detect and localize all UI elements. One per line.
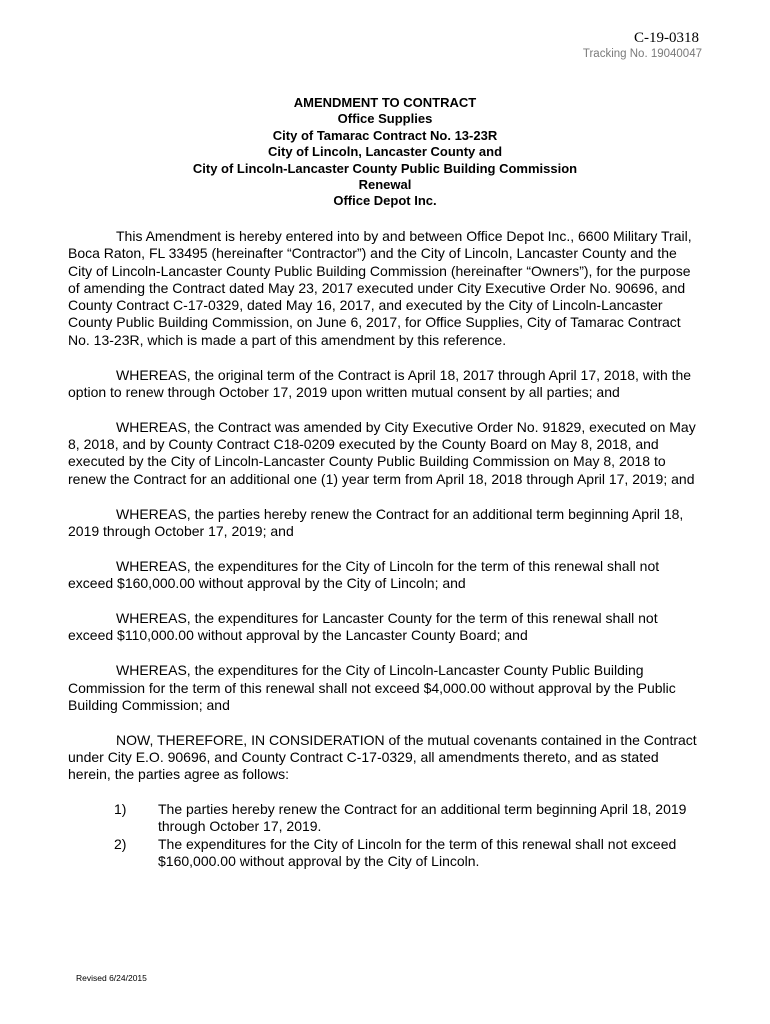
list-item-number: 1): [114, 801, 127, 818]
whereas-paragraph: WHEREAS, the expenditures for the City of Lincoln for the term of this renewal shall not exceed $160,000.00 without approval by the City of Lincoln; and: [68, 557, 660, 592]
title-line: Office Depot Inc.: [333, 193, 437, 209]
title-line: Office Supplies: [337, 111, 433, 127]
whereas-paragraph: WHEREAS, the expenditures for Lancaster County for the term of this renewal shall not exceed $110,000.00 without approval by the Lancaster County Board; and: [68, 610, 658, 644]
list-item-text: The expenditures for the City of Lincoln for the term of this renewal shall not exceed $160,000.00 without approval by the City of Lincoln.: [158, 835, 677, 870]
tracking-number: Tracking No. 19040047: [582, 48, 702, 60]
now-therefore-paragraph: NOW, THEREFORE, IN CONSIDERATION of the mutual covenants contained in the Contract under City E.O. 90696, and County Contract C-17-0329, all amendments thereto, and as stated herein, the parties agree as follows:: [68, 731, 697, 783]
whereas-paragraph: WHEREAS, the expenditures for the City of Lincoln-Lancaster County Public Building Commission for the term of this renewal shall not exceed $4,000.00 without approval by the Public Building Commission; and: [68, 662, 676, 713]
title-line: AMENDMENT TO CONTRACT: [293, 95, 477, 110]
whereas-paragraph: WHEREAS, the original term of the Contract is April 18, 2017 through April 17, 2018, with the option to renew through October 17, 2019 upon written mutual consent by all parties; and: [68, 366, 692, 400]
list-item: [68, 836, 704, 871]
title-line: City of Lincoln-Lancaster County Public Building Commission: [192, 160, 578, 176]
list-item: [68, 801, 704, 836]
revised-date: Revised 6/24/2015: [76, 973, 147, 983]
title-line: Renewal: [358, 177, 412, 193]
whereas-paragraph: WHEREAS, the Contract was amended by City Executive Order No. 91829, executed on May 8, 2018, and by County Contract C18-0209 executed by the County Board on May 8, 2018, and executed by the City of Lincoln-Lancaster County Public Building Commission on May 8, 2018 to renew the Contract for an additional one (1) year term from April 18, 2018 through April 17, 2019; and: [68, 418, 696, 487]
title-line: City of Tamarac Contract No. 13-23R: [272, 127, 498, 143]
document-body: [68, 228, 704, 870]
whereas-paragraph: WHEREAS, the parties hereby renew the Contract for an additional term beginning April 18, 2019 through October 17, 2019; and: [68, 505, 684, 539]
intro-paragraph: This Amendment is hereby entered into by and between Office Depot Inc., 6600 Military Trail, Boca Raton, FL 33495 (hereinafter “Contractor”) and the City of Lincoln, Lancaster County and the City of Lincoln-Lancaster County Public Building Commission (hereinafter “Owners”), for the purpose of amending the Contract dated May 23, 2017 executed under City Executive Order No. 90696, and County Contract C-17-0329, dated May 16, 2017, and executed by the City of Lincoln-Lancaster County Public Building Commission, on June 6, 2017, for Office Supplies, City of Tamarac Contract No. 13-23R, which is made a part of this amendment by this reference.: [68, 228, 692, 348]
title-line: City of Lincoln, Lancaster County and: [267, 144, 503, 160]
list-item-text: The parties hereby renew the Contract for an additional term beginning April 18, 2019 through October 17, 2019.: [158, 801, 687, 835]
agreement-list: [68, 801, 704, 870]
contract-code: C-19-0318: [634, 30, 699, 46]
list-item-number: 2): [114, 835, 127, 852]
document-title-block: [0, 95, 770, 210]
